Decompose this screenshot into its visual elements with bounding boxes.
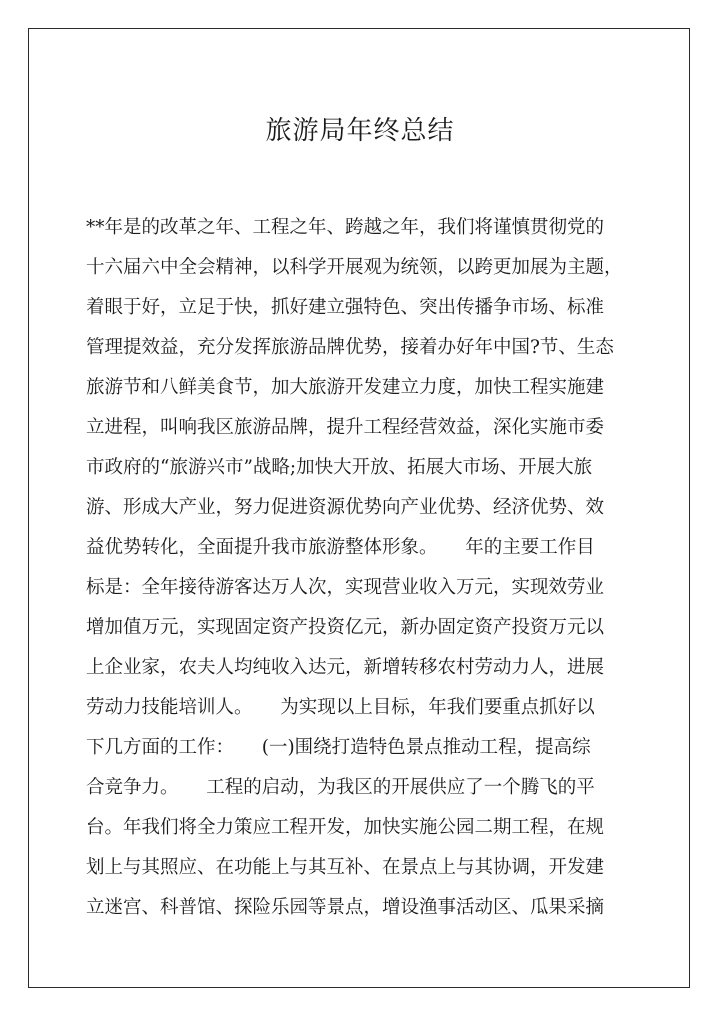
body-line: 旅游节和八鲜美食节，加大旅游开发建立力度，加快工程实施建 <box>86 377 605 398</box>
body-line: 游、形成大产业，努力促进资源优势向产业优势、经济优势、效 <box>86 497 605 518</box>
body-line: 劳动力技能培训人。 为实现以上目标，年我们要重点抓好以 <box>86 697 595 718</box>
body-line: 十六届六中全会精神，以科学开展观为统领，以跨更加展为主题， <box>86 257 623 278</box>
body-line: 标是：全年接待游客达万人次，实现营业收入万元，实现效劳业 <box>86 577 605 598</box>
body-line: 合竞争力。 工程的启动，为我区的开展供应了一个腾飞的平 <box>86 777 595 798</box>
body-line: 益优势转化，全面提升我市旅游整体形象。 年的主要工作目 <box>86 537 595 558</box>
body-line: 立迷宫、科普馆、探险乐园等景点，增设渔事活动区、瓜果采摘 <box>86 897 605 918</box>
body-line: **年是的改革之年、工程之年、跨越之年，我们将谨慎贯彻党的 <box>86 217 605 238</box>
body-line: 管理提效益，充分发挥旅游品牌优势，接着办好年中国?节、生态 <box>86 337 614 358</box>
body-line: 上企业家，农夫人均纯收入达元，新增转移农村劳动力人，进展 <box>86 657 605 678</box>
body-line: 划上与其照应、在功能上与其互补、在景点上与其协调，开发建 <box>86 857 605 878</box>
body-line: 台。年我们将全力策应工程开发，加快实施公园二期工程，在规 <box>86 817 605 838</box>
body-line: 市政府的“旅游兴市”战略;加快大开放、拓展大市场、开展大旅 <box>86 457 593 478</box>
body-line: 下几方面的工作： (一)围绕打造特色景点推动工程，提高综 <box>86 737 591 758</box>
body-line: 立进程，叫响我区旅游品牌，提升工程经营效益，深化实施市委 <box>86 417 605 438</box>
body-line: 增加值万元，实现固定资产投资亿元，新办固定资产投资万元以 <box>86 617 605 638</box>
body-line: 着眼于好，立足于快，抓好建立强特色、突出传播争市场、标准 <box>86 297 605 318</box>
document-body <box>86 208 636 928</box>
document-title: 旅游局年终总结 <box>265 116 455 146</box>
